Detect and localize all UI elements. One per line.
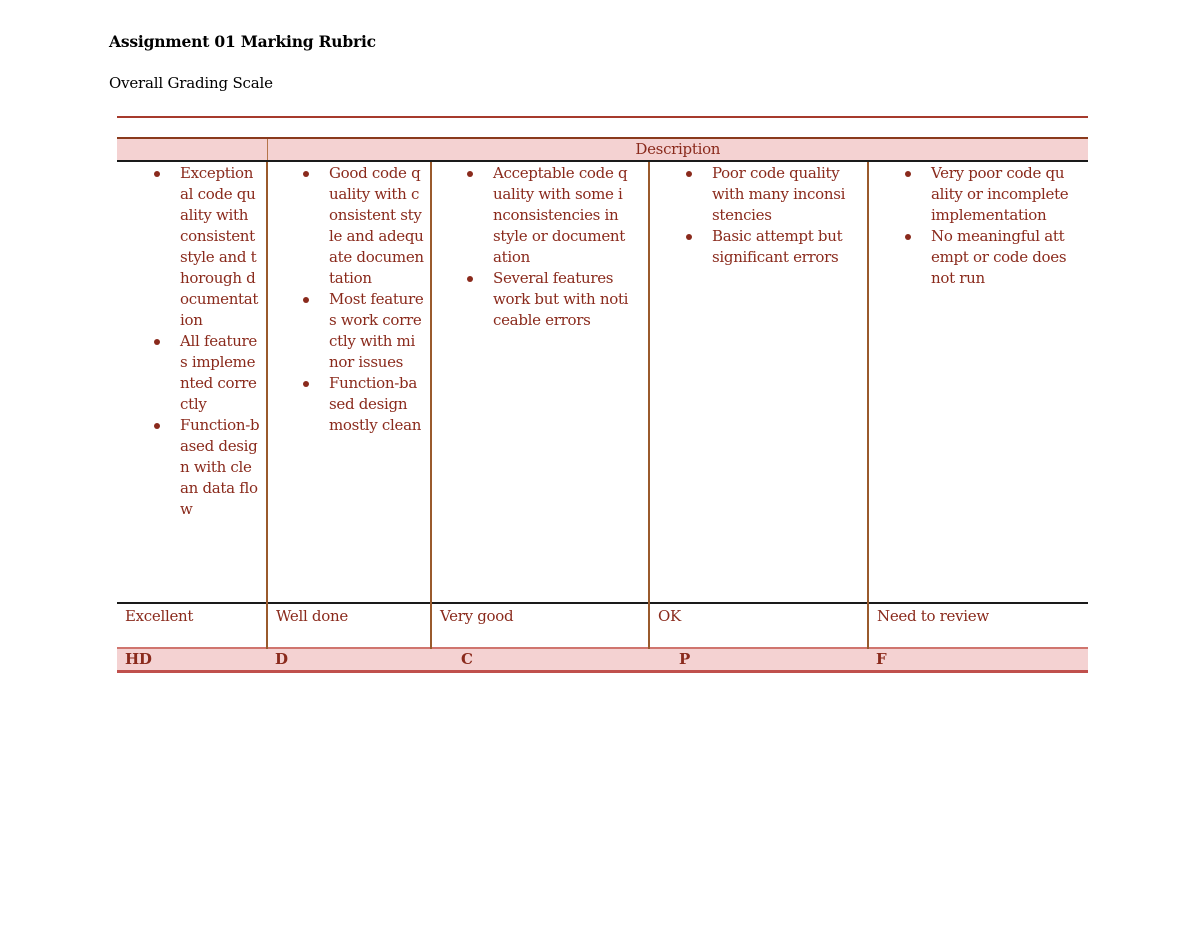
description-header: Description: [267, 138, 1088, 161]
grade-d: D: [267, 648, 431, 672]
label-need-to-review: Need to review: [868, 603, 1088, 648]
horizontal-rule: [117, 116, 1088, 118]
criteria-list: [117, 162, 266, 520]
criteria-item: No meaningful attempt or code does not run: [931, 226, 1070, 289]
label-excellent: Excellent: [117, 603, 267, 648]
criteria-cell-d: [267, 161, 431, 603]
criteria-item: Exceptional code quality with consistent style and thorough documentation: [180, 164, 259, 329]
criteria-list: [268, 162, 430, 436]
criteria-list: [432, 162, 648, 331]
header-row: [117, 138, 1088, 161]
grade-f: F: [868, 648, 1088, 672]
criteria-item: Most features work correctly with minor issues: [329, 290, 424, 371]
label-very-good: Very good: [431, 603, 649, 648]
criteria-list: [650, 162, 867, 268]
grade-hd: HD: [117, 648, 267, 672]
criteria-item: Function-based design mostly clean: [329, 373, 424, 436]
criteria-item: Acceptable code quality with some inconsistencies in style or documentation: [493, 163, 630, 268]
document-subtitle: Overall Grading Scale: [109, 74, 273, 92]
label-well-done: Well done: [267, 603, 431, 648]
criteria-cell-hd: [117, 161, 267, 603]
grade-c: C: [431, 648, 649, 672]
rubric-table: [117, 137, 1088, 673]
criteria-item: Basic attempt but significant errors: [712, 226, 849, 268]
criteria-item: Very poor code quality or incomplete implementation: [931, 164, 1069, 224]
grade-row: [117, 648, 1088, 672]
grade-p: P: [649, 648, 868, 672]
criteria-cell-f: [868, 161, 1088, 603]
criteria-item: Several features work but with noticeable errors: [493, 269, 629, 329]
header-empty-cell: [117, 138, 267, 161]
criteria-cell-c: [431, 161, 649, 603]
criteria-item: All features implemented correctly: [180, 331, 260, 415]
label-row: [117, 603, 1088, 648]
criteria-list: [869, 162, 1088, 289]
criteria-item: Good code quality with consistent style and adequate documentation: [329, 164, 424, 287]
label-ok: OK: [649, 603, 868, 648]
document-title: Assignment 01 Marking Rubric: [109, 32, 376, 51]
criteria-item: Poor code quality with many inconsistencies: [712, 163, 849, 226]
criteria-row: [117, 161, 1088, 603]
criteria-cell-p: [649, 161, 868, 603]
criteria-item: Function-based design with clean data flow: [180, 416, 260, 518]
